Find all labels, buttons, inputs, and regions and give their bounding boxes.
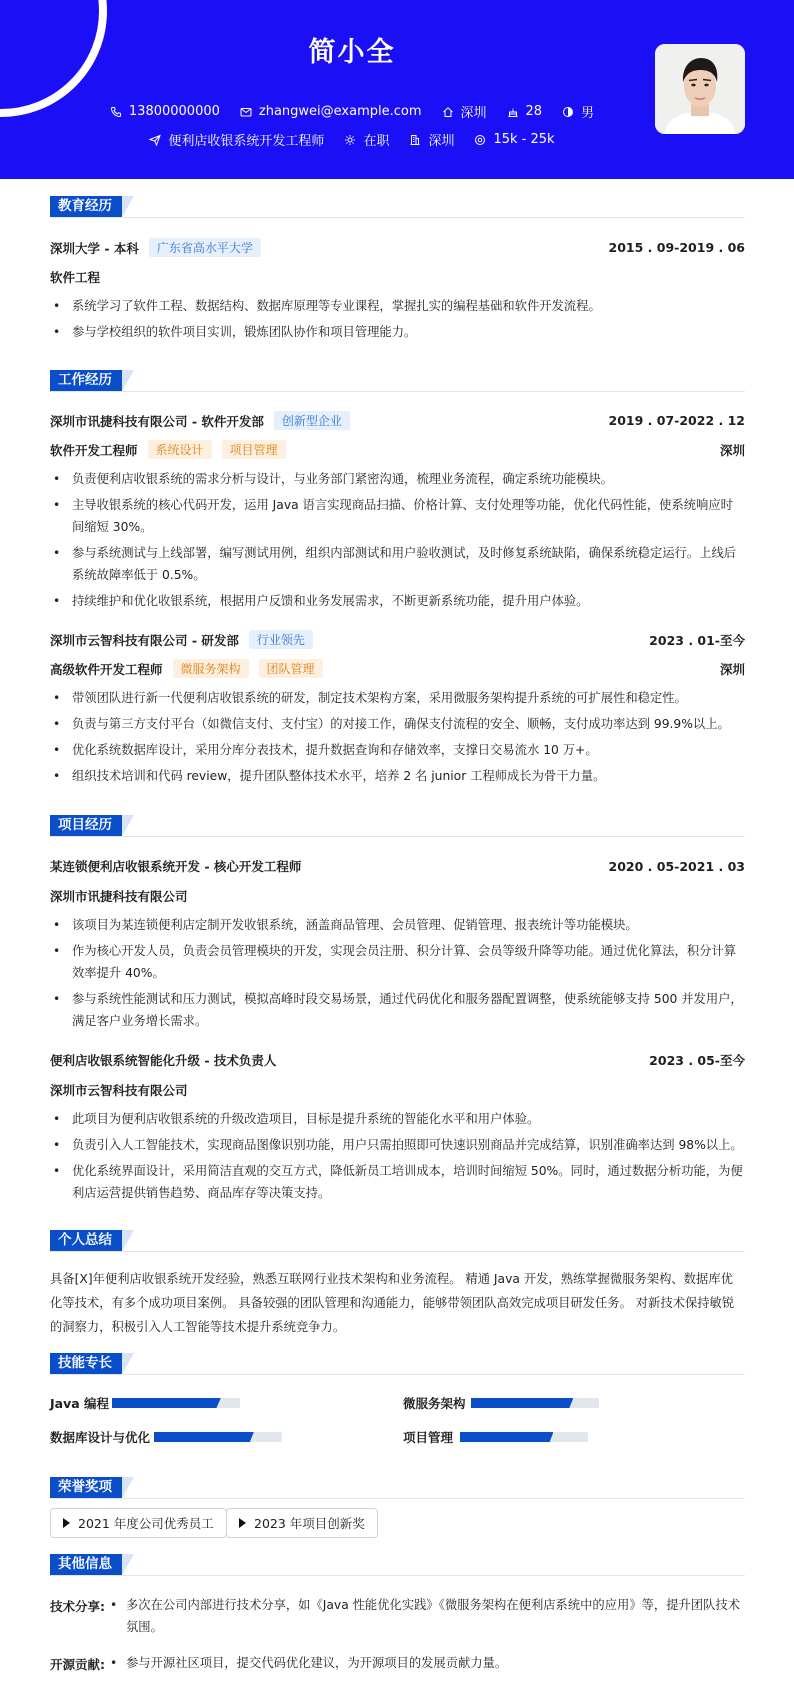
project-company: 深圳市云智科技有限公司 xyxy=(50,1083,188,1098)
project-name: 某连锁便利店收银系统开发 - 核心开发工程师 xyxy=(50,859,302,874)
project-company: 深圳市讯捷科技有限公司 xyxy=(50,889,188,904)
company-name: 深圳市讯捷科技有限公司 - 软件开发部 xyxy=(50,413,264,429)
education-bullet: • 系统学习了软件工程、数据结构、数据库原理等专业课程，掌握扎实的编程基础和软件开发流程。 xyxy=(50,295,745,317)
skill-level-fill xyxy=(154,1432,254,1442)
job-role-line xyxy=(50,659,745,678)
contact-row xyxy=(0,102,704,121)
job-title-text: 便利店收银系统开发工程师 xyxy=(168,134,325,149)
expected-city-text: 深圳 xyxy=(428,134,455,149)
project-period: 2020 . 05-2021 . 03 xyxy=(608,858,745,874)
project-bullet: • 该项目为某连锁便利店定制开发收银系统，涵盖商品管理、会员管理、促销管理、报表统计等功能模块。 xyxy=(50,914,745,936)
company-tag: 行业领先 xyxy=(249,630,313,649)
gender-icon xyxy=(562,106,574,118)
job-bullet: • 负责便利店收银系统的需求分析与设计，与业务部门紧密沟通，梳理业务流程，确定系统功能模块。 xyxy=(50,468,745,490)
mail-icon xyxy=(240,106,252,118)
work-section-title: 工作经历 xyxy=(50,370,122,391)
job-bullet: • 主导收银系统的核心代码开发，运用 Java 语言实现商品扫描、价格计算、支付处理等功能，优化代码性能，使系统响应时间缩短 30%。 xyxy=(50,494,745,538)
skill-level-fill xyxy=(471,1398,573,1408)
skill-level-bar xyxy=(460,1432,588,1442)
skills-section-title: 技能专长 xyxy=(50,1353,122,1374)
education-period: 2015 . 09-2019 . 06 xyxy=(608,240,745,255)
phone-item xyxy=(110,102,220,121)
skill-level-fill xyxy=(112,1398,221,1408)
company-name: 深圳市云智科技有限公司 - 研发部 xyxy=(50,632,239,648)
award-item xyxy=(50,1508,227,1538)
job-period: 2023 . 01-至今 xyxy=(649,632,745,648)
coin-icon xyxy=(474,134,486,146)
job-bullet: • 组织技术培训和代码 review，提升团队整体技术水平，培养 2 名 junior 工程师成长为骨干力量。 xyxy=(50,765,745,787)
job-role-line xyxy=(50,440,745,459)
project-bullet: • 负责引入人工智能技术，实现商品图像识别功能，用户只需拍照即可快速识别商品并完成结算，识别准确率达到 98%以上。 xyxy=(50,1134,745,1156)
summary-section-header xyxy=(50,1230,745,1252)
expected-city-item xyxy=(409,130,454,149)
role-tag: 团队管理 xyxy=(259,659,323,678)
location-text: 深圳 xyxy=(460,106,487,121)
job-role: 软件开发工程师 xyxy=(50,442,138,458)
education-section-title: 教育经历 xyxy=(50,196,122,217)
education-section-header xyxy=(50,196,745,218)
skill-name: 数据库设计与优化 xyxy=(50,1430,151,1445)
profile-photo xyxy=(655,44,745,134)
other-section-header xyxy=(50,1554,745,1576)
school-name: 深圳大学 - 本科 xyxy=(50,240,139,256)
skill-level-bar xyxy=(154,1432,282,1442)
school-tag: 广东省高水平大学 xyxy=(149,238,261,257)
project-bullet: • 参与系统性能测试和压力测试，模拟高峰时段交易场景，通过代码优化和服务器配置调整，使系统能够支持 500 并发用户，满足客户业务增长需求。 xyxy=(50,988,745,1032)
job-bullet: • 优化系统数据库设计，采用分库分表技术，提升数据查询和存储效率，支撑日交易流水 10 万+。 xyxy=(50,739,745,761)
job-bullet: • 持续维护和优化收银系统，根据用户反馈和业务发展需求，不断更新系统功能，提升用户体验。 xyxy=(50,590,745,612)
job-period: 2019 . 07-2022 . 12 xyxy=(608,413,745,428)
other-section-title: 其他信息 xyxy=(50,1554,122,1575)
status-text: 在职 xyxy=(363,134,390,149)
project-entry-header xyxy=(50,1051,745,1069)
work-section-header xyxy=(50,370,745,392)
award-name: 2021 年度公司优秀员工 xyxy=(78,1516,214,1531)
email-item xyxy=(240,102,422,121)
gender-text: 男 xyxy=(581,106,595,121)
age-text: 28 xyxy=(525,104,543,119)
candidate-name: 简小全 xyxy=(308,37,396,68)
project-section-header xyxy=(50,815,745,837)
job-role: 高级软件开发工程师 xyxy=(50,661,163,677)
triangle-icon xyxy=(239,1518,246,1528)
job-city: 深圳 xyxy=(719,661,745,677)
job-entry-header xyxy=(50,411,745,430)
cake-icon xyxy=(507,106,519,118)
project-entry-header xyxy=(50,857,745,875)
project-bullet: • 优化系统界面设计，采用简洁直观的交互方式，降低新员工培训成本，培训时间缩短 50%。同时，通过数据分析功能，为便利店运营提供销售趋势、商品库存等决策支持。 xyxy=(50,1160,745,1204)
project-bullet: • 作为核心开发人员，负责会员管理模块的开发，实现会员注册、积分计算、会员等级升降等功能。通过优化算法，积分计算效率提升 40%。 xyxy=(50,940,745,984)
awards-section-header xyxy=(50,1477,745,1499)
job-intent-row xyxy=(0,130,704,149)
role-tag: 项目管理 xyxy=(222,440,286,459)
skills-section-header xyxy=(50,1353,745,1375)
awards-section-title: 荣誉奖项 xyxy=(50,1477,122,1498)
skill-name: Java 编程 xyxy=(50,1396,110,1411)
other-item-text: • 参与开源社区项目，提交代码优化建议，为开源项目的发展贡献力量。 xyxy=(110,1652,745,1674)
avatar-portrait xyxy=(655,44,745,134)
triangle-icon xyxy=(63,1518,70,1528)
resume-header xyxy=(0,0,794,179)
phone-text: 13800000000 xyxy=(128,104,220,119)
skill-name: 微服务架构 xyxy=(403,1396,466,1411)
other-item-text: • 多次在公司内部进行技术分享，如《Java 性能优化实践》《微服务架构在便利店系统中的应用》等，提升团队技术氛围。 xyxy=(110,1594,745,1638)
other-item-label: 技术分享: xyxy=(50,1599,105,1614)
gear-icon xyxy=(344,134,356,146)
education-entry-header xyxy=(50,238,745,257)
award-item xyxy=(226,1508,378,1538)
status-item xyxy=(344,130,389,149)
send-icon xyxy=(149,134,161,146)
phone-icon xyxy=(110,106,122,118)
project-section-title: 项目经历 xyxy=(50,815,122,836)
project-bullet: • 此项目为便利店收银系统的升级改造项目，目标是提升系统的智能化水平和用户体验。 xyxy=(50,1108,745,1130)
major-name: 软件工程 xyxy=(50,270,101,285)
job-title-item xyxy=(149,130,324,149)
role-tag: 系统设计 xyxy=(148,440,212,459)
building-icon xyxy=(409,134,421,146)
job-bullet: • 负责与第三方支付平台（如微信支付、支付宝）的对接工作，确保支付流程的安全、顺畅，支付成功率达到 99.9%以上。 xyxy=(50,713,745,735)
job-city: 深圳 xyxy=(719,442,745,458)
location-item xyxy=(442,102,487,121)
project-period: 2023 . 05-至今 xyxy=(649,1053,745,1068)
email-text: zhangwei@example.com xyxy=(258,104,422,119)
award-name: 2023 年项目创新奖 xyxy=(254,1516,365,1531)
job-entry-header xyxy=(50,630,745,649)
job-bullet: • 带领团队进行新一代便利店收银系统的研发，制定技术架构方案，采用微服务架构提升系统的可扩展性和稳定性。 xyxy=(50,687,745,709)
skill-name: 项目管理 xyxy=(403,1430,454,1445)
summary-section-title: 个人总结 xyxy=(50,1230,122,1251)
skill-level-fill xyxy=(460,1432,553,1442)
skill-level-bar xyxy=(471,1398,599,1408)
project-name: 便利店收银系统智能化升级 - 技术负责人 xyxy=(50,1053,277,1068)
role-tag: 微服务架构 xyxy=(173,659,249,678)
salary-item xyxy=(474,130,554,149)
job-bullet: • 参与系统测试与上线部署，编写测试用例，组织内部测试和用户验收测试，及时修复系统缺陷，确保系统稳定运行。上线后系统故障率低于 0.5%。 xyxy=(50,542,745,586)
home-icon xyxy=(442,106,454,118)
education-bullet: • 参与学校组织的软件项目实训，锻炼团队协作和项目管理能力。 xyxy=(50,321,745,343)
other-item-label: 开源贡献: xyxy=(50,1657,105,1672)
company-tag: 创新型企业 xyxy=(274,411,350,430)
gender-item xyxy=(562,102,594,121)
skill-level-bar xyxy=(112,1398,240,1408)
salary-text: 15k - 25k xyxy=(493,132,555,147)
summary-text: 具备[X]年便利店收银系统开发经验，熟悉互联网行业技术架构和业务流程。 精通 Java 开发，熟练掌握微服务架构、数据库优化等技术，有多个成功项目案例。 具备较强的团队管理和沟通能力，能够带领团队高效完成项目研发任务。 对新技术保持敏锐的洞察力，积极引入人工智能等技术提升系统竞争力。 xyxy=(50,1272,735,1334)
age-item xyxy=(507,102,543,121)
